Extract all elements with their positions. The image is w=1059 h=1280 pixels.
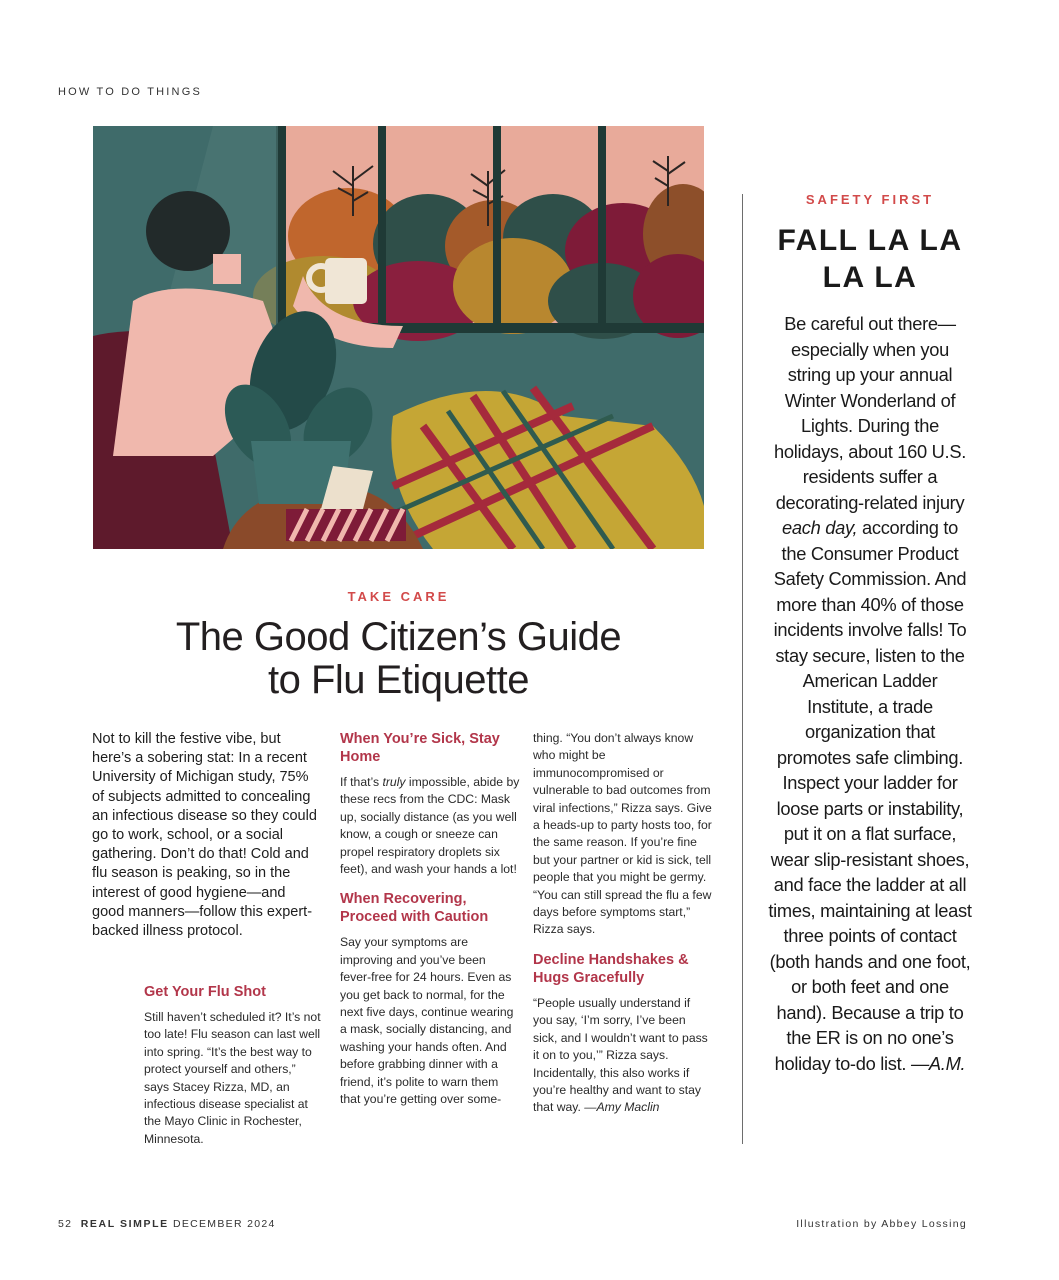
sidebar-divider — [742, 194, 743, 1144]
column-right — [533, 730, 713, 1117]
flu-illustration — [93, 126, 704, 549]
title-line-1: The Good Citizen’s Guide — [175, 615, 622, 659]
section-body-handshakes: “People usually understand if you say, ‘I’m sorry, I’ve been sick, and I wouldn’t want to pass it on to you,’” Rizza says. Incidentally, this also works if you’re healthy and want to stay that way. —Amy Maclin — [533, 995, 708, 1115]
section-flu-shot — [144, 983, 322, 1148]
article-title — [93, 616, 704, 702]
section-body-recovering-part2: thing. “You don’t always know who might be immunocompromised or vulnerable to bad outcomes from viral infections,” Rizza says. Give a heads-up to party hosts too, for the same reason. If you’re fine but your partner or kid is sick, tell people that you might be germy. “You can still spread the flu a few days before symptoms start,” Rizza says. — [533, 731, 712, 937]
section-heading-recovering: When Recovering, Proceed with Caution — [340, 891, 489, 926]
magazine-name: REAL SIMPLE — [80, 1218, 169, 1230]
section-heading: Get Your Flu Shot — [144, 984, 266, 1000]
article-kicker: TAKE CARE — [347, 589, 450, 604]
title-line-2: to Flu Etiquette — [267, 658, 530, 702]
section-body: Still haven’t scheduled it? It’s not too late! Flu season can last well into spring. “It’s the best way to protect yourself and others,” says Stacey Rizza, MD, an infectious disease specialist at the Mayo Clinic in Rochester, Minnesota. — [144, 1010, 321, 1146]
sidebar-title: FALL LA LA LA LA — [777, 224, 963, 294]
section-body-stay-home: If that’s truly impossible, abide by these recs from the CDC: Mask up, socially distance (as you well know, a cough or sneeze can propel respiratory droplets six feet), and wash your hands a lot! — [340, 775, 520, 877]
sidebar-kicker: SAFETY FIRST — [805, 192, 935, 207]
illustration-credit: Illustration by Abbey Lossing — [796, 1218, 967, 1230]
section-body-recovering-part1: Say your symptoms are improving and you’ve been fever-free for 24 hours. Even as you get back to normal, for the next five days, continue wearing a mask, socially distancing, and washing your hands often. And before grabbing dinner with a friend, it’s polite to warn them that you’re getting over some- — [340, 935, 514, 1107]
section-label: HOW TO DO THINGS — [58, 86, 202, 98]
page-number: 52 — [58, 1218, 73, 1230]
sidebar-byline: —A.M. — [910, 1052, 966, 1074]
section-heading-handshakes: Decline Handshakes & Hugs Gracefully — [533, 951, 689, 986]
article-intro: Not to kill the festive vibe, but here’s a sobering stat: In a recent University of Michigan study, 75% of subjects admitted to concealing an infectious disease so they could go to work, school, or a social gathering. Don’t do that! Cold and flu season is peaking, so in the interest of good hygiene—and good manners—follow this expert-backed illness protocol. — [92, 731, 317, 940]
column-middle — [340, 730, 520, 1109]
section-heading-stay-home: When You’re Sick, Stay Home — [340, 731, 500, 765]
folio — [58, 1218, 276, 1230]
article-byline: —Amy Maclin — [584, 1100, 660, 1115]
issue-date: DECEMBER 2024 — [172, 1218, 276, 1230]
sidebar-body: Be careful out there—especially when you string up your annual Winter Wonderland of Lights. During the holidays, about 160 U.S. residents suffer a decorating-related injury each day, according to the Consumer Product Safety Commission. And more than 40% of those incidents involve falls! To stay secure, listen to the American Ladder Institute, a trade organization that promotes safe climbing. Inspect your ladder for loose parts or instability, put it on a flat surface, wear slip-resistant shoes, and face the ladder at all times, maintaining at least three points of contact (both hands and one foot, or both feet and one hand). Because a trip to the ER is on no one’s holiday to-do list. —A.M. — [768, 313, 972, 1074]
